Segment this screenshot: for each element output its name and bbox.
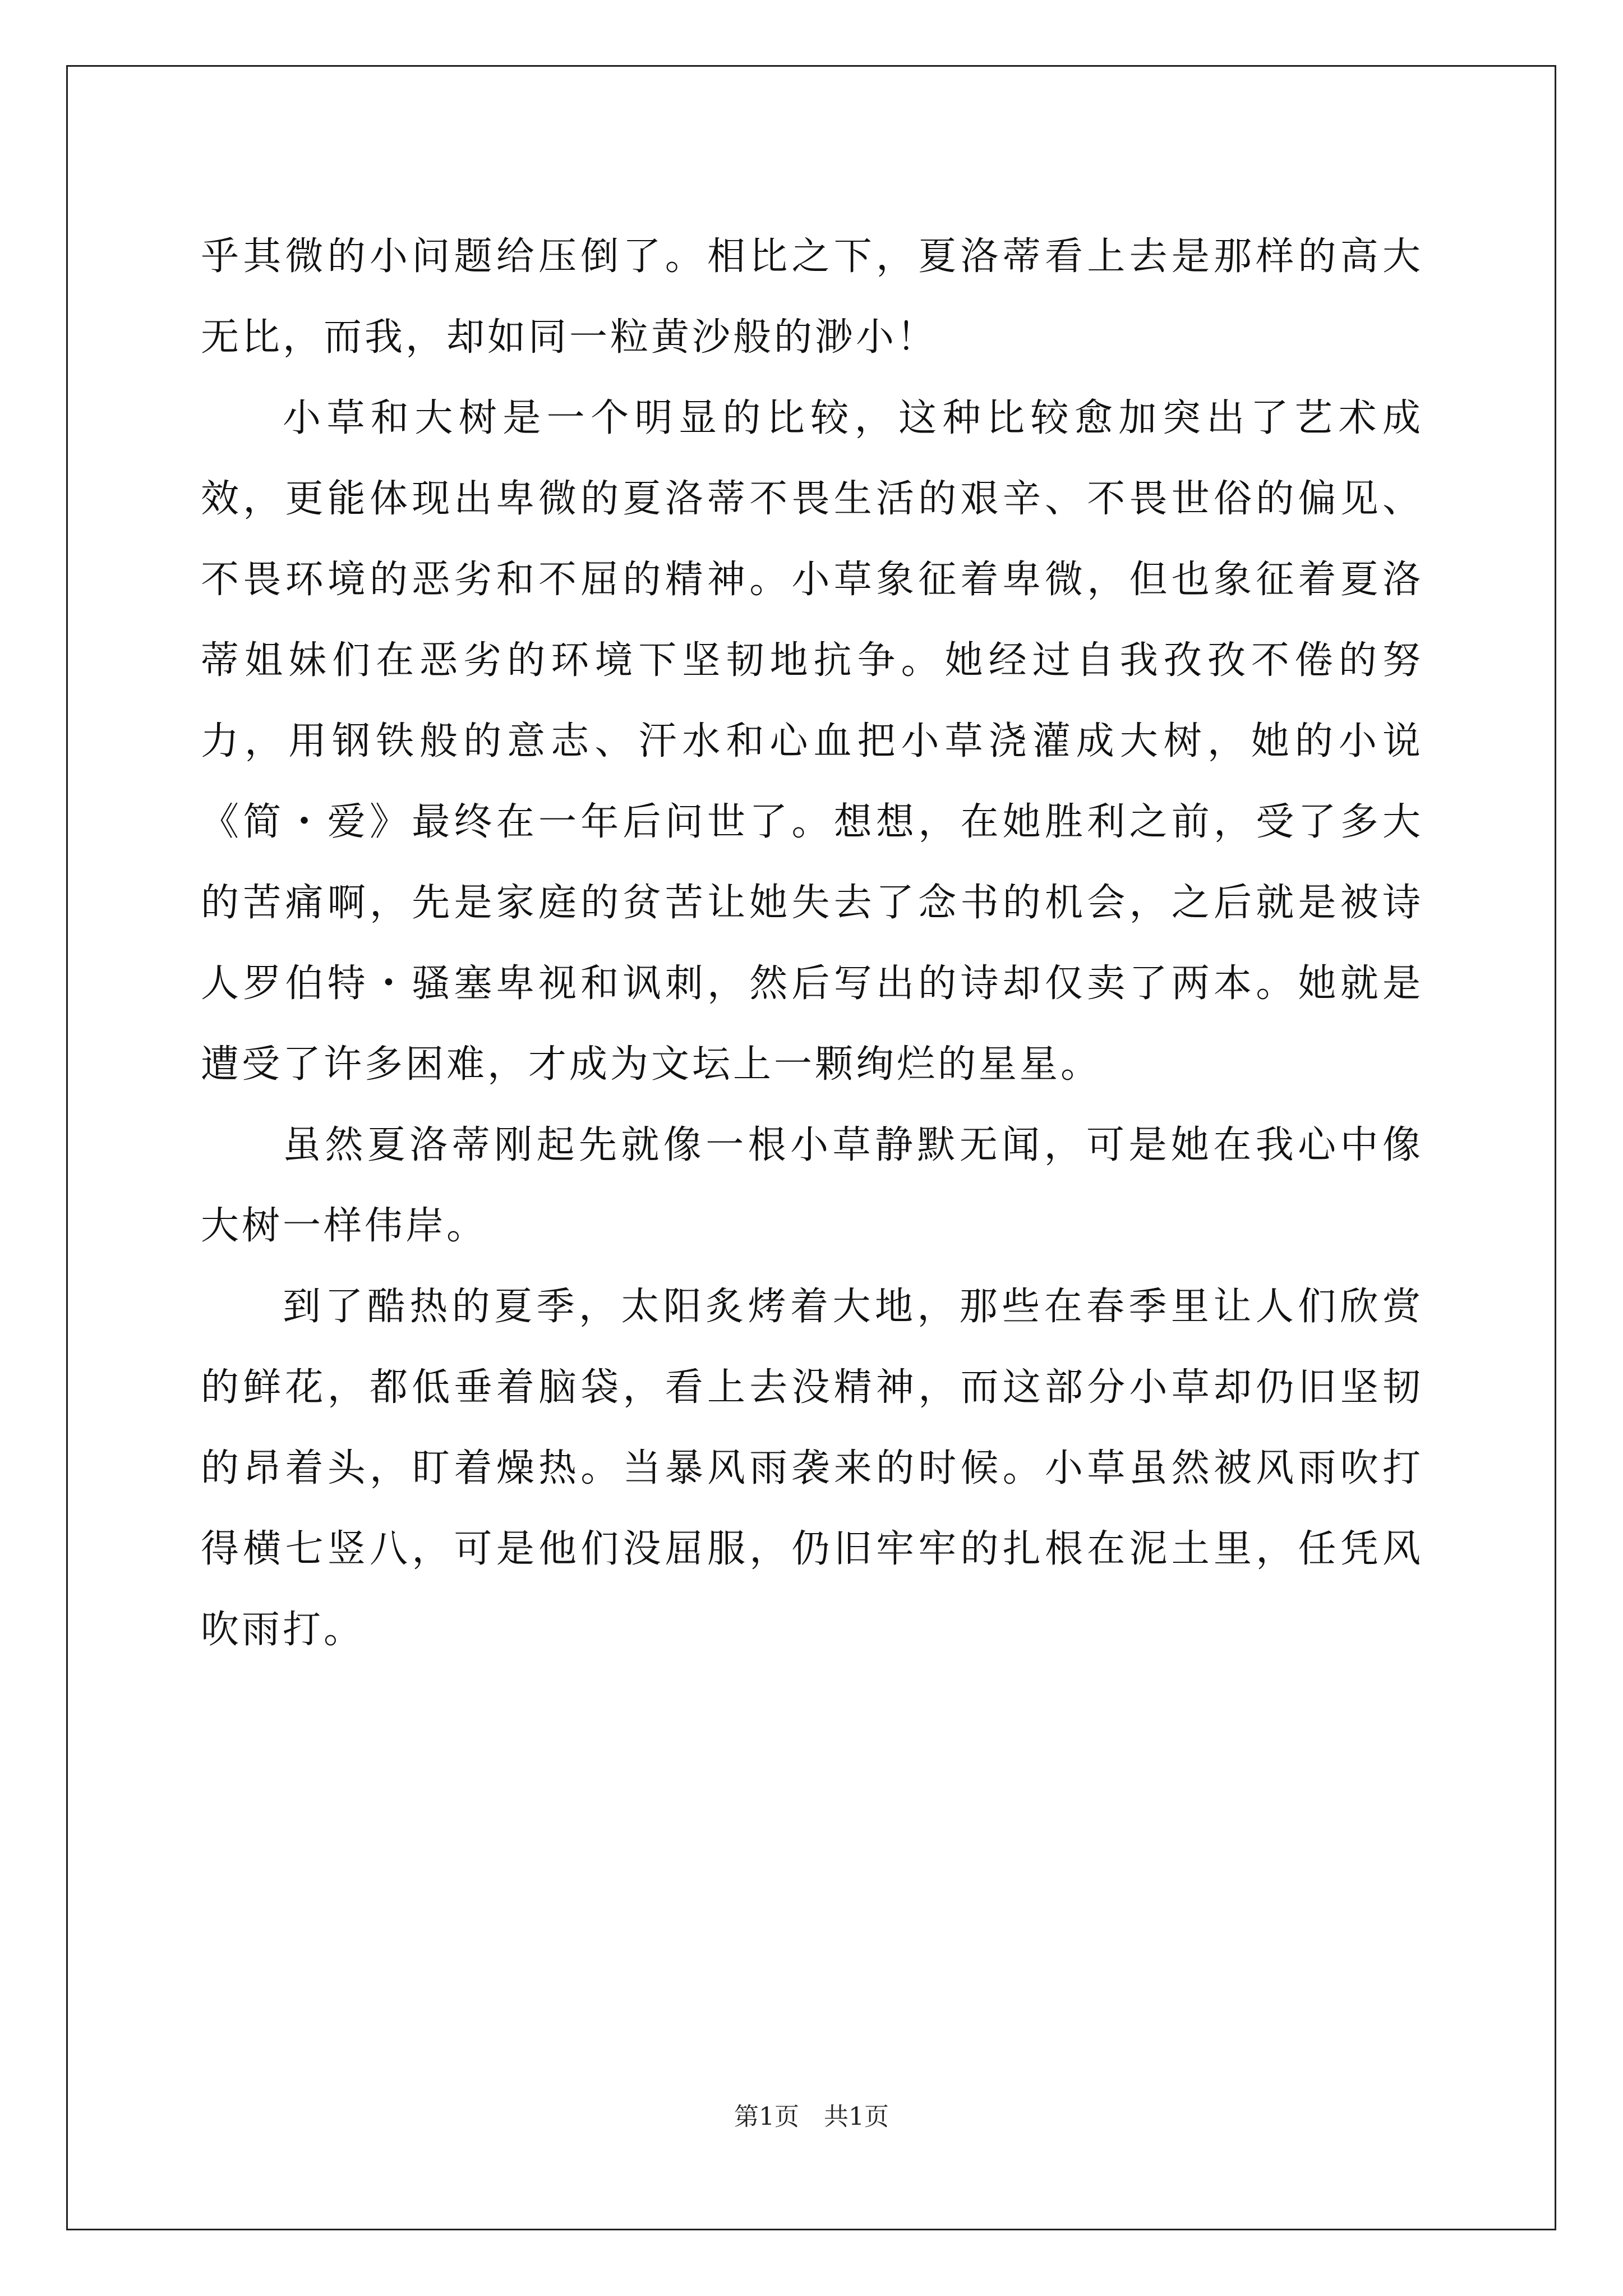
- paragraph-4: 到了酷热的夏季，太阳炙烤着大地，那些在春季里让人们欣赏的鲜花，都低垂着脑袋，看上去没精神，而这部分小草却仍旧坚韧的昂着头，盯着燥热。当暴风雨袭来的时候。小草虽然被风雨吹打得横七竖八，可是他们没屈服，仍旧牢牢的扎根在泥土里，任凭风吹雨打。: [201, 1285, 1423, 1652]
- document-body: [201, 217, 1423, 1671]
- page-number-footer: 第1页 共1页: [734, 2102, 889, 2131]
- paragraph-3: 虽然夏洛蒂刚起先就像一根小草静默无闻，可是她在我心中像大树一样伟岸。: [201, 1123, 1423, 1248]
- paragraph-2: 小草和大树是一个明显的比较，这种比较愈加突出了艺术成效，更能体现出卑微的夏洛蒂不畏生活的艰辛、不畏世俗的偏见、不畏环境的恶劣和不屈的精神。小草象征着卑微，但也象征着夏洛蒂姐妹们在恶劣的环境下坚韧地抗争。她经过自我孜孜不倦的努力，用钢铁般的意志、汗水和心血把小草浇灌成大树，她的小说《简・爱》最终在一年后问世了。想想，在她胜利之前，受了多大的苦痛啊，先是家庭的贫苦让她失去了念书的机会，之后就是被诗人罗伯特・骚塞卑视和讽刺，然后写出的诗却仅卖了两本。她就是遭受了许多困难，才成为文坛上一颗绚烂的星星。: [201, 396, 1423, 1087]
- paragraph-1: 乎其微的小问题给压倒了。相比之下，夏洛蒂看上去是那样的高大无比，而我，却如同一粒黄沙般的渺小！: [201, 234, 1423, 360]
